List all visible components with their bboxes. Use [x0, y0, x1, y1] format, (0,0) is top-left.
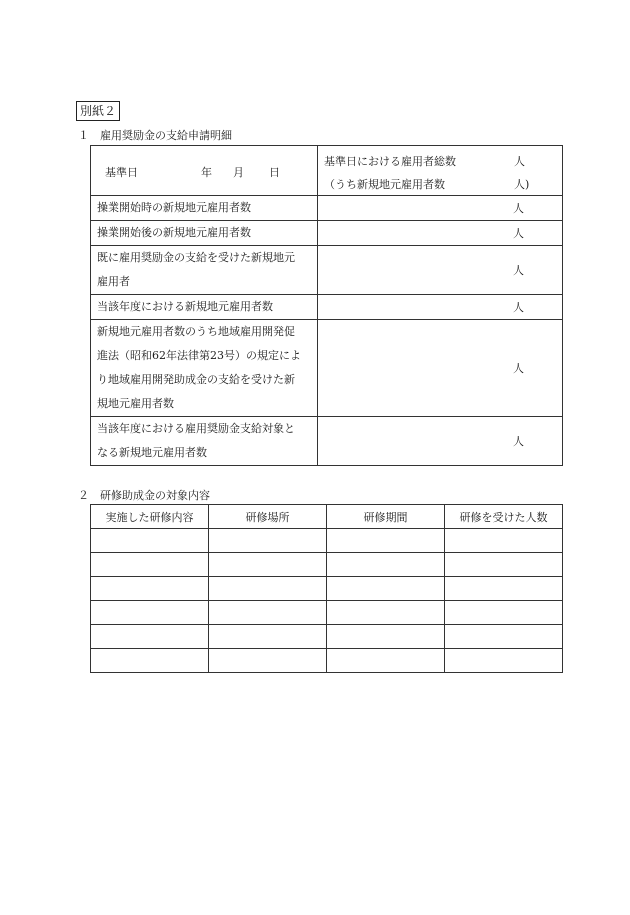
row-label-line: 当該年度における雇用奨励金支給対象と — [97, 422, 295, 435]
day-label: 日 — [269, 166, 280, 179]
row-unit: 人 — [513, 362, 524, 375]
row-label-line: 進法（昭和62年法律第23号）の規定によ — [97, 349, 301, 362]
row-label-line: 操業開始後の新規地元雇用者数 — [97, 226, 251, 239]
row-value-cell[interactable] — [318, 246, 563, 295]
row-label — [91, 246, 318, 295]
table-row — [91, 320, 563, 417]
training-cell[interactable] — [209, 625, 327, 649]
row-unit: 人 — [513, 264, 524, 277]
training-table — [90, 504, 563, 673]
total-employees-cell — [318, 146, 563, 196]
training-row — [91, 649, 563, 673]
section1-number: １ — [78, 129, 89, 142]
column-header: 研修期間 — [327, 505, 445, 529]
training-cell[interactable] — [209, 601, 327, 625]
training-row — [91, 601, 563, 625]
row-label-line: 当該年度における新規地元雇用者数 — [97, 300, 273, 313]
section1-title — [78, 127, 232, 143]
row-label-line: 操業開始時の新規地元雇用者数 — [97, 201, 251, 214]
training-row — [91, 625, 563, 649]
row-unit: 人 — [513, 227, 524, 240]
row-label — [91, 320, 318, 417]
row-unit: 人 — [513, 301, 524, 314]
row-label — [91, 417, 318, 466]
training-cell[interactable] — [209, 577, 327, 601]
row-label-line: 新規地元雇用者数のうち地域雇用開発促 — [97, 325, 295, 338]
total-employees-unit: 人 — [514, 155, 525, 168]
column-header: 研修場所 — [209, 505, 327, 529]
row-value-cell[interactable] — [318, 417, 563, 466]
local-employees-unit: 人) — [514, 178, 530, 191]
column-header: 研修を受けた人数 — [445, 505, 563, 529]
appendix-label: 別紙２ — [76, 101, 120, 121]
training-cell[interactable] — [91, 649, 209, 673]
row-label — [91, 295, 318, 320]
row-label-line: 既に雇用奨励金の支給を受けた新規地元 — [97, 251, 295, 264]
training-cell[interactable] — [445, 529, 563, 553]
training-row — [91, 577, 563, 601]
section2-title — [78, 487, 210, 503]
training-cell[interactable] — [445, 625, 563, 649]
table-row — [91, 295, 563, 320]
base-date-cell — [91, 146, 318, 196]
training-cell[interactable] — [327, 529, 445, 553]
grant-application-table — [90, 145, 563, 466]
training-cell[interactable] — [209, 649, 327, 673]
total-employees-label: 基準日における雇用者総数 — [324, 155, 456, 168]
training-cell[interactable] — [209, 553, 327, 577]
training-header-row — [91, 505, 563, 529]
base-date-label: 基準日 — [105, 166, 138, 179]
training-row — [91, 529, 563, 553]
training-cell[interactable] — [91, 553, 209, 577]
table-row — [91, 221, 563, 246]
section1-title-text: 雇用奨励金の支給申請明細 — [100, 129, 232, 142]
training-cell[interactable] — [91, 625, 209, 649]
table-row — [91, 196, 563, 221]
row-label — [91, 196, 318, 221]
training-row — [91, 553, 563, 577]
row-label-line: 雇用者 — [97, 275, 130, 288]
table-row — [91, 246, 563, 295]
training-cell[interactable] — [209, 529, 327, 553]
header-row — [91, 146, 563, 196]
row-label-line: り地域雇用開発助成金の支給を受けた新 — [97, 373, 295, 386]
training-cell[interactable] — [91, 577, 209, 601]
table-row — [91, 417, 563, 466]
column-header: 実施した研修内容 — [91, 505, 209, 529]
training-cell[interactable] — [445, 649, 563, 673]
row-value-cell[interactable] — [318, 196, 563, 221]
training-cell[interactable] — [327, 601, 445, 625]
training-cell[interactable] — [327, 577, 445, 601]
row-unit: 人 — [513, 435, 524, 448]
training-cell[interactable] — [91, 529, 209, 553]
training-cell[interactable] — [327, 553, 445, 577]
year-label: 年 — [201, 166, 212, 179]
row-label-line: なる新規地元雇用者数 — [97, 446, 207, 459]
training-cell[interactable] — [445, 553, 563, 577]
section2-title-text: 研修助成金の対象内容 — [100, 489, 210, 502]
section2-number: ２ — [78, 489, 89, 502]
row-value-cell[interactable] — [318, 320, 563, 417]
training-cell[interactable] — [445, 577, 563, 601]
row-label — [91, 221, 318, 246]
training-cell[interactable] — [327, 625, 445, 649]
month-label: 月 — [233, 166, 244, 179]
training-cell[interactable] — [327, 649, 445, 673]
row-label-line: 規地元雇用者数 — [97, 397, 174, 410]
row-unit: 人 — [513, 202, 524, 215]
row-value-cell[interactable] — [318, 221, 563, 246]
training-cell[interactable] — [91, 601, 209, 625]
row-value-cell[interactable] — [318, 295, 563, 320]
training-cell[interactable] — [445, 601, 563, 625]
local-employees-label: （うち新規地元雇用者数 — [324, 178, 445, 191]
